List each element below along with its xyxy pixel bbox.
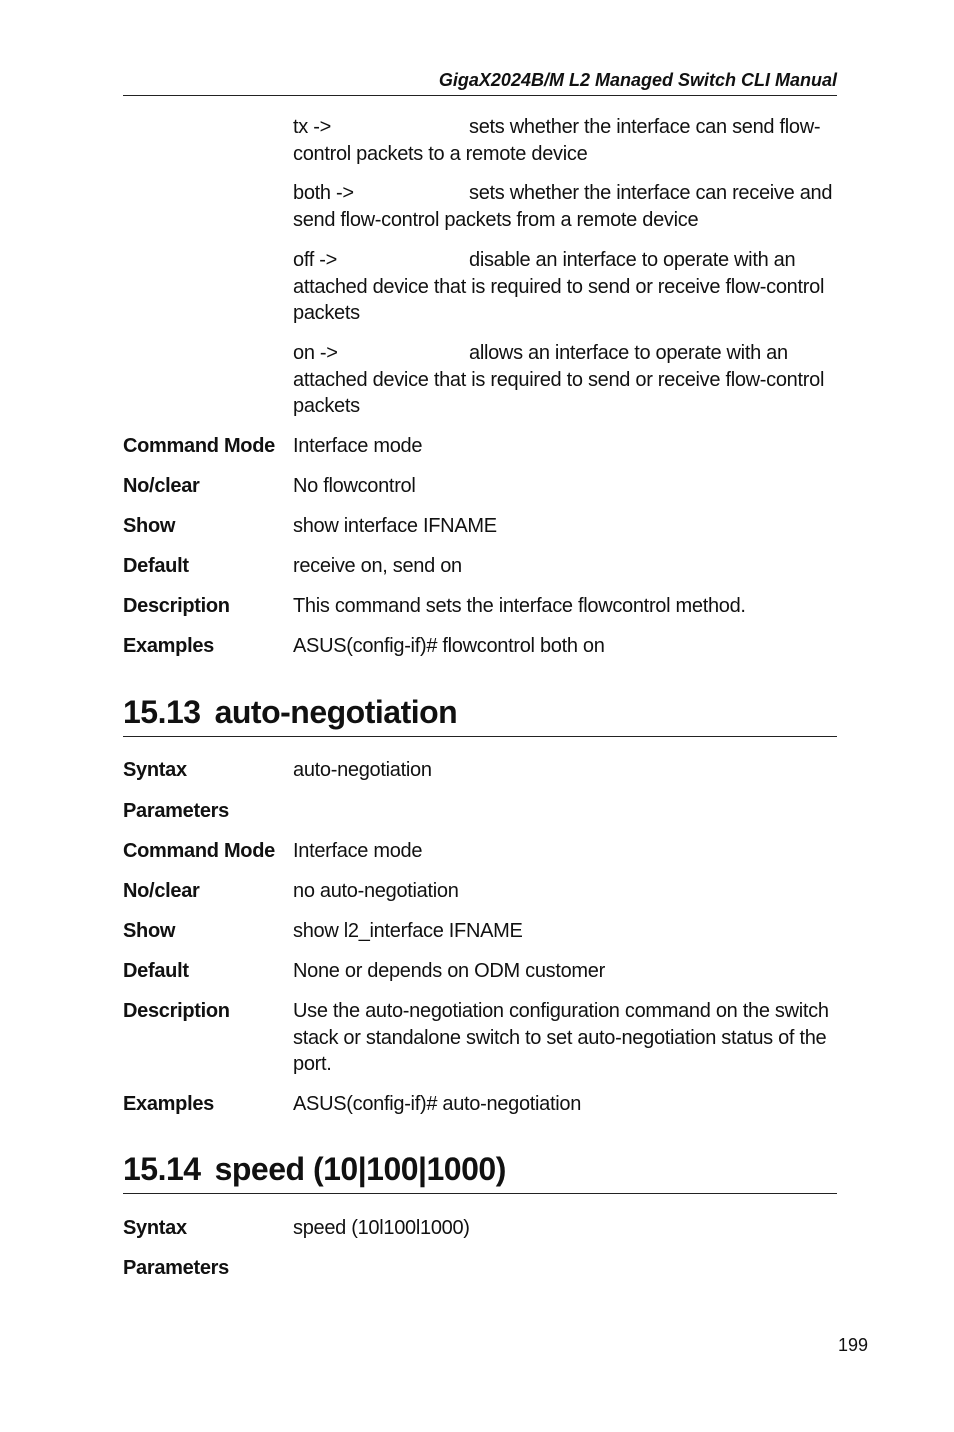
row-label: Description xyxy=(123,595,230,617)
row-value: This command sets the interface flowcontrol method. xyxy=(293,595,746,617)
row-value: No flowcontrol xyxy=(293,475,416,497)
row-label: Show xyxy=(123,920,176,942)
row-label: Show xyxy=(123,515,176,537)
param-tx xyxy=(293,114,833,167)
row-value: None or depends on ODM customer xyxy=(293,960,605,982)
row-value: no auto-negotiation xyxy=(293,880,459,902)
param-text: sets whether the interface can receive and send flow-control packets from a remote device xyxy=(293,182,833,231)
param-text: disable an interface to operate with an attached device that is required to send or receive flow-control packets xyxy=(293,249,825,324)
section-number: 15.13 xyxy=(123,694,201,730)
row-label: Default xyxy=(123,555,189,577)
row-value: Use the auto-negotiation configuration command on the switch stack or standalone switch to set auto-negotiation status of the port. xyxy=(293,1000,829,1075)
row-label: Examples xyxy=(123,1093,214,1115)
row-value: ASUS(config-if)# auto-negotiation xyxy=(293,1093,582,1115)
row-label: No/clear xyxy=(123,880,200,902)
page-number: 199 xyxy=(837,1335,868,1355)
section-heading-speed xyxy=(123,1149,837,1194)
row-value: Interface mode xyxy=(293,840,423,862)
row-label: Default xyxy=(123,960,189,982)
row-label: Syntax xyxy=(123,759,187,781)
param-on xyxy=(293,340,833,420)
param-keyword: on -> xyxy=(293,342,338,364)
param-off xyxy=(293,247,833,327)
running-header: GigaX2024B/M L2 Managed Switch CLI Manual xyxy=(123,68,837,96)
section-number: 15.14 xyxy=(123,1151,201,1187)
param-keyword: both -> xyxy=(293,182,354,204)
row-value: speed (10l100l1000) xyxy=(293,1217,470,1239)
param-keyword: tx -> xyxy=(293,116,331,138)
param-text: allows an interface to operate with an attached device that is required to send or receive flow-control packets xyxy=(293,342,825,417)
row-value: ASUS(config-if)# flowcontrol both on xyxy=(293,635,605,657)
row-value: receive on, send on xyxy=(293,555,462,577)
param-both xyxy=(293,180,833,233)
section-title: speed (10|100|1000) xyxy=(214,1151,506,1187)
row-label: Description xyxy=(123,1000,230,1022)
section-title: auto-negotiation xyxy=(214,694,458,730)
row-value: show l2_interface IFNAME xyxy=(293,920,523,942)
section-heading-auto-negotiation xyxy=(123,692,837,737)
row-label: Examples xyxy=(123,635,214,657)
param-keyword: off -> xyxy=(293,249,337,271)
row-value: auto-negotiation xyxy=(293,759,432,781)
row-label: Parameters xyxy=(123,800,229,822)
row-label: Command Mode xyxy=(123,840,275,862)
row-label: Command Mode xyxy=(123,435,275,457)
param-text: sets whether the interface can send flow-control packets to a remote device xyxy=(293,116,821,165)
row-label: Parameters xyxy=(123,1257,229,1279)
row-label: Syntax xyxy=(123,1217,187,1239)
row-label: No/clear xyxy=(123,475,200,497)
row-value: Interface mode xyxy=(293,435,423,457)
row-value: show interface IFNAME xyxy=(293,515,497,537)
